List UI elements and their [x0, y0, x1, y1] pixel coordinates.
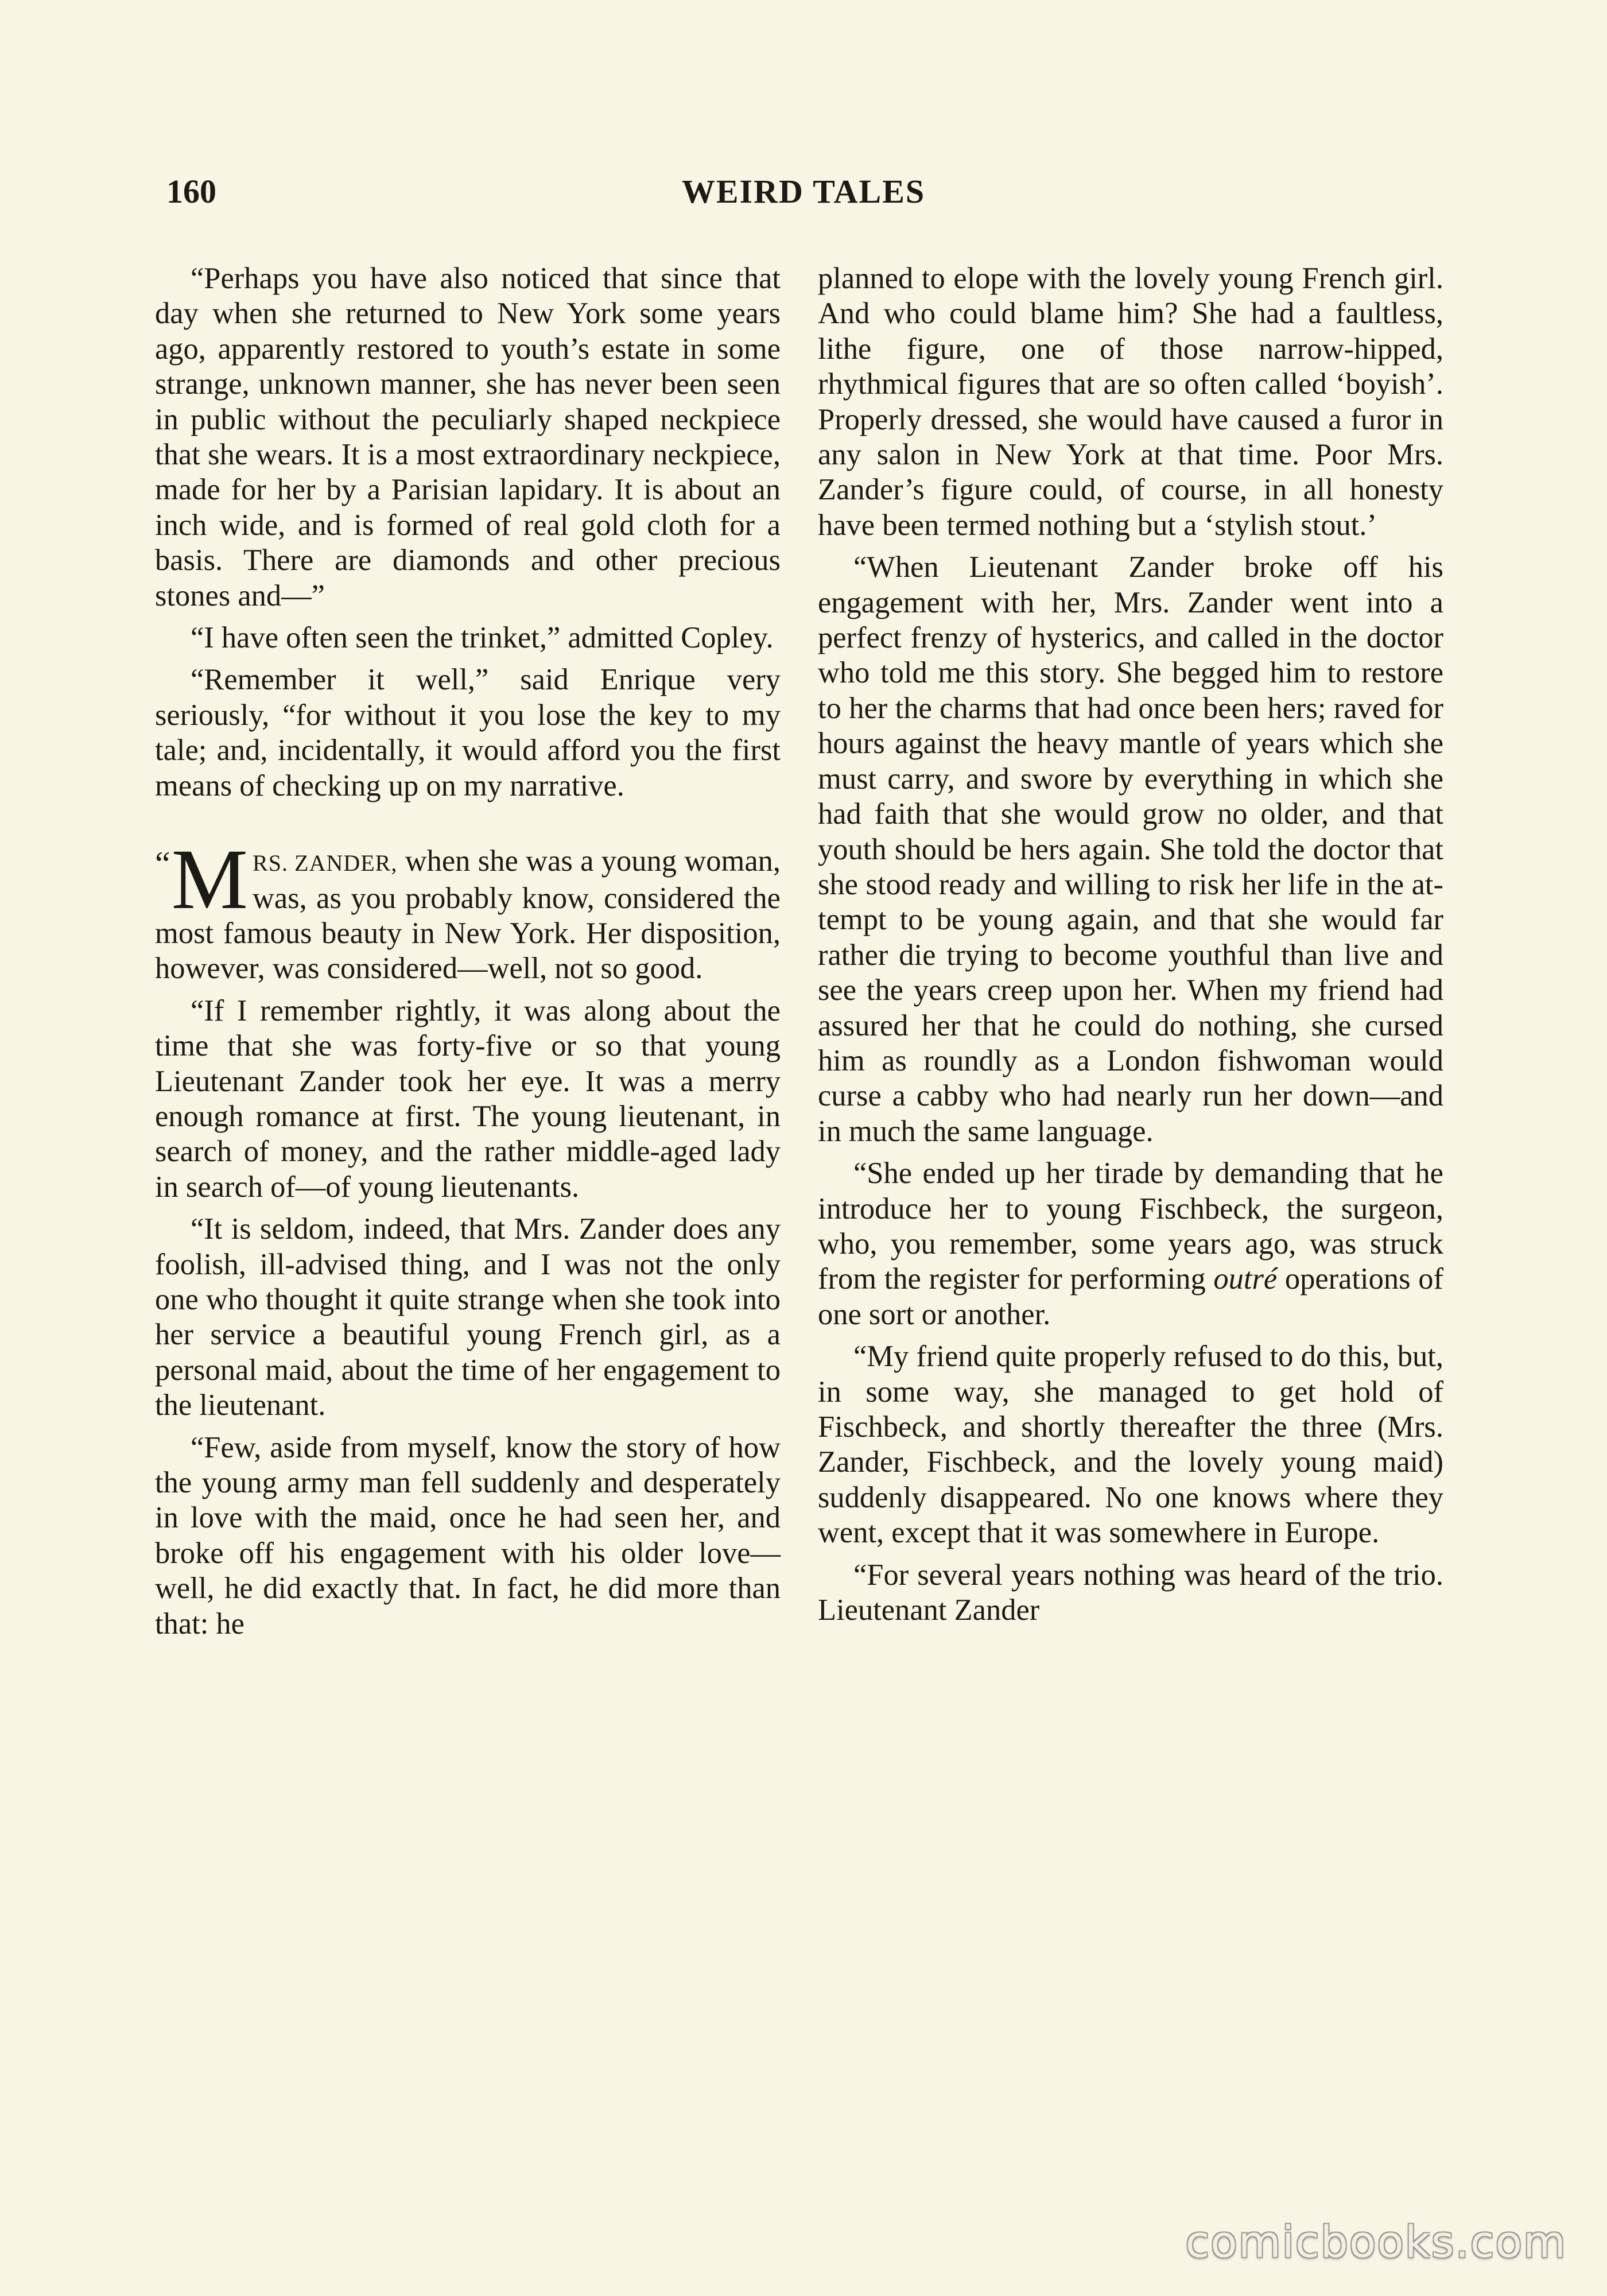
page-number: 160	[166, 173, 216, 210]
paragraph: “When Lieutenant Zander broke off his engagement with her, Mrs. Zander went into a perfect frenzy of hysterics, and called in the doctor who told me this story. She begged him to restore to her the charms that had once been hers; raved for hours against the heavy mantle of years which she must carry, and swore by everything in which she had faith that she would grow no older, and that youth should be hers again. She told the doctor that she stood ready and willing to risk her life in the attempt to be young again, and that she would far rather die trying to become youthful than live and see the years creep upon her. When my friend had assured her that he could do nothing, she cursed him as roundly as a London fishwoman would curse a cabby who had nearly run her down—and in much the same language.	[818, 550, 1443, 1148]
paragraph: “I have often seen the trinket,” admitted Copley.	[191, 621, 774, 655]
drop-cap-paragraph	[155, 832, 781, 987]
paragraph	[818, 1156, 1443, 1332]
small-caps-name: RS. ZANDER,	[253, 850, 398, 876]
running-title: WEIRD TALES	[681, 173, 926, 210]
drop-cap-quote: “	[155, 845, 170, 883]
paragraph: “It is seldom, indeed, that Mrs. Zander does any foolish, ill-advised thing, and I was not the only one who thought it quite strange when she took into her service a beautiful young French girl, as a personal maid, about the time of her engagement to the lieutenant.	[155, 1212, 781, 1422]
watermark: comicbooks.com	[1185, 2216, 1567, 2267]
paragraph: “My friend quite properly refused to do this, but, in some way, she managed to get hold of Fischbeck, and shortly thereafter the three (Mrs. Zander, Fischbeck, and the lovely young maid) suddenly disappeared. No one knows where they went, except that it was somewhere in Europe.	[818, 1340, 1443, 1550]
paragraph: “Perhaps you have also noticed that since that day when she returned to New York some years ago, apparently restored to youth’s estate in some strange, unknown manner, she has never been seen in public without the peculiarly shaped neckpiece that she wears. It is a most extraordinary neckpiece, made for her by a Parisian lapidary. It is about an inch wide, and is formed of real gold cloth for a basis. There are diamonds and other precious stones and—”	[155, 262, 781, 612]
paragraph-text: “She ended up her tirade by demanding that he introduce her to young Fischbeck, the surgeon, who, you remember, some years ago, was struck from the register for performing	[818, 1157, 1443, 1296]
right-column	[818, 261, 1443, 1635]
paragraph: “If I remember rightly, it was along about the time that she was forty-five or so that young Lieutenant Zander took her eye. It was a merry enough romance at first. The young lieutenant, in search of money, and the rather middle-aged lady in search of—of young lieutenants.	[155, 994, 781, 1204]
paragraph: “Few, aside from myself, know the story of how the young army man fell suddenly and desperately in love with the maid, once he had seen her, and broke off his engagement with his older love—well, he did exactly that. In fact, he did more than that: he	[155, 1430, 781, 1640]
paragraph-text: operations of one sort or another.	[818, 1262, 1443, 1331]
page-header	[166, 172, 1441, 224]
paragraph-text: when she was a young woman, was, as you probably know, considered the most famous beauty in New York. Her disposition, however, was considered—well, not so good.	[155, 844, 781, 986]
drop-cap-initial: M	[171, 832, 249, 928]
paragraph: “Remember it well,” said Enrique very seriously, “for without it you lose the key to my tale; and, incidentally, it would afford you the first means of checking up on my narrative.	[155, 663, 781, 802]
paragraph: “For several years nothing was heard of the trio. Lieutenant Zander	[818, 1558, 1443, 1627]
left-column	[155, 261, 781, 1649]
italic-word: outré	[1213, 1262, 1278, 1296]
paragraph-continued: planned to elope with the lovely young French girl. And who could blame him? She had a faultless, lithe figure, one of those narrow-hipped, rhythmical figures that are so often called ‘boyish’. Properly dressed, she would have caused a furor in any salon in New York at that time. Poor Mrs. Zander’s figure could, of course, in all honesty have been termed nothing but a ‘stylish stout.’	[818, 262, 1443, 542]
